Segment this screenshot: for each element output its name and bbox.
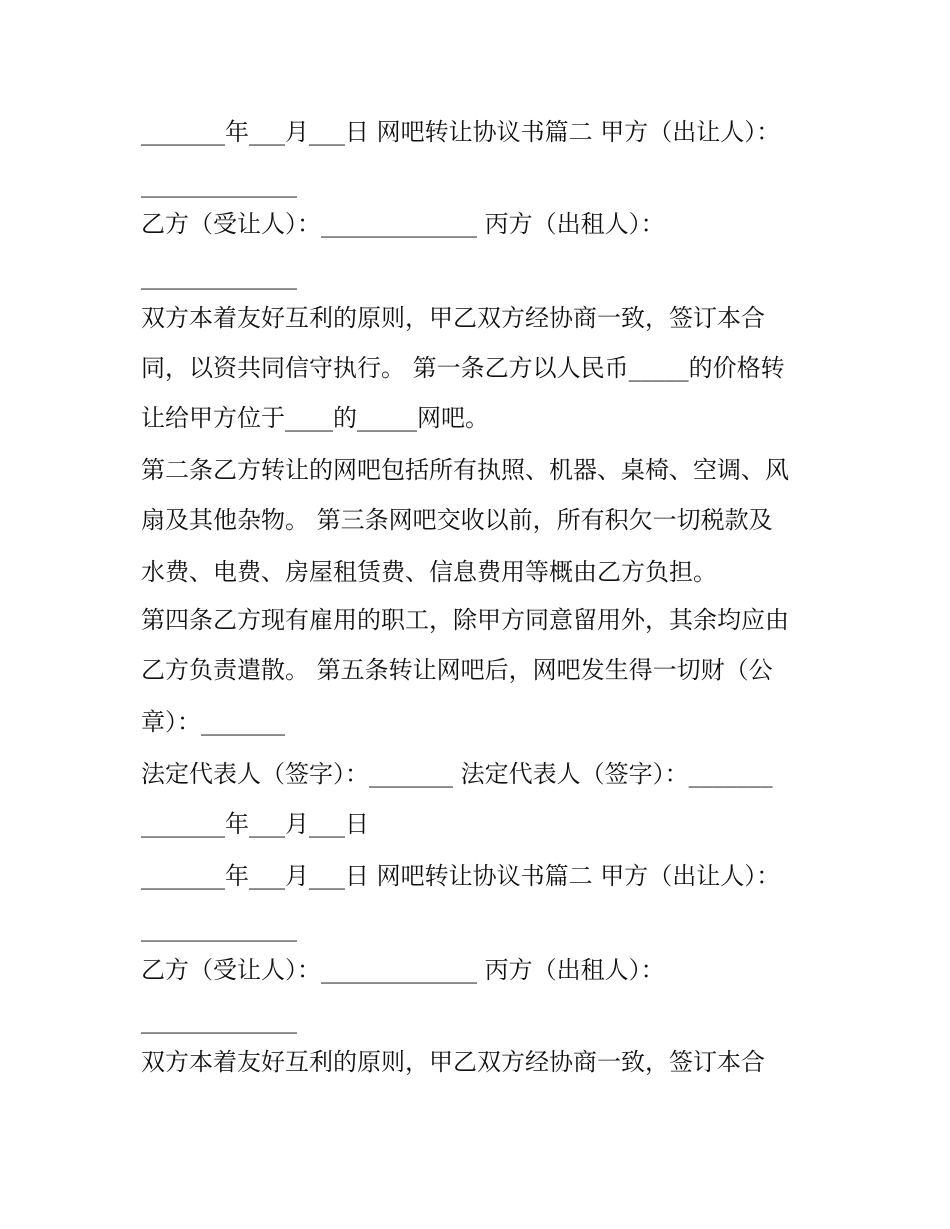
text-line-seal: 章）：_______: [141, 708, 285, 736]
text-line-article-4-b: 乙方负责遣散。 第五条转让网吧后，网吧发生得一切财（公: [141, 656, 773, 684]
text-line-party-a-blank: _____________: [141, 170, 297, 198]
text-line-preamble-repeat: 双方本着友好互利的原则，甲乙双方经协商一致，签订本合: [141, 1048, 765, 1076]
text-line-date-header: _______年___月___日 网吧转让协议书篇二 甲方（出让人）：: [141, 118, 781, 146]
text-line-party-b-c: 乙方（受让人）：_____________ 丙方（出租人）：: [141, 210, 665, 238]
text-line-party-b-c-repeat: 乙方（受让人）：_____________ 丙方（出租人）：: [141, 956, 665, 984]
text-line-article-1-b: 让给甲方位于____的_____网吧。: [141, 404, 489, 432]
text-line-article-4-a: 第四条乙方现有雇用的职工，除甲方同意留用外，其余均应由: [141, 606, 789, 634]
text-line-party-c-blank-repeat: _____________: [141, 1006, 297, 1034]
text-line-article-2-a: 第二条乙方转让的网吧包括所有执照、机器、桌椅、空调、风: [141, 456, 789, 484]
text-line-party-a-blank-repeat: _____________: [141, 914, 297, 942]
text-line-preamble-1: 双方本着友好互利的原则，甲乙双方经协商一致，签订本合: [141, 304, 765, 332]
text-line-signing-date: _______年___月___日: [141, 810, 369, 838]
text-line-signatures: 法定代表人（签字）：_______ 法定代表人（签字）：_______: [141, 760, 773, 788]
text-line-article-3: 水费、电费、房屋租赁费、信息费用等概由乙方负担。: [141, 558, 717, 586]
text-line-party-c-blank: _____________: [141, 262, 297, 290]
text-line-article-2-b: 扇及其他杂物。 第三条网吧交收以前，所有积欠一切税款及: [141, 506, 773, 534]
text-line-date-header-repeat: _______年___月___日 网吧转让协议书篇二 甲方（出让人）：: [141, 862, 781, 890]
text-line-article-1-a: 同，以资共同信守执行。 第一条乙方以人民币_____的价格转: [141, 354, 785, 382]
